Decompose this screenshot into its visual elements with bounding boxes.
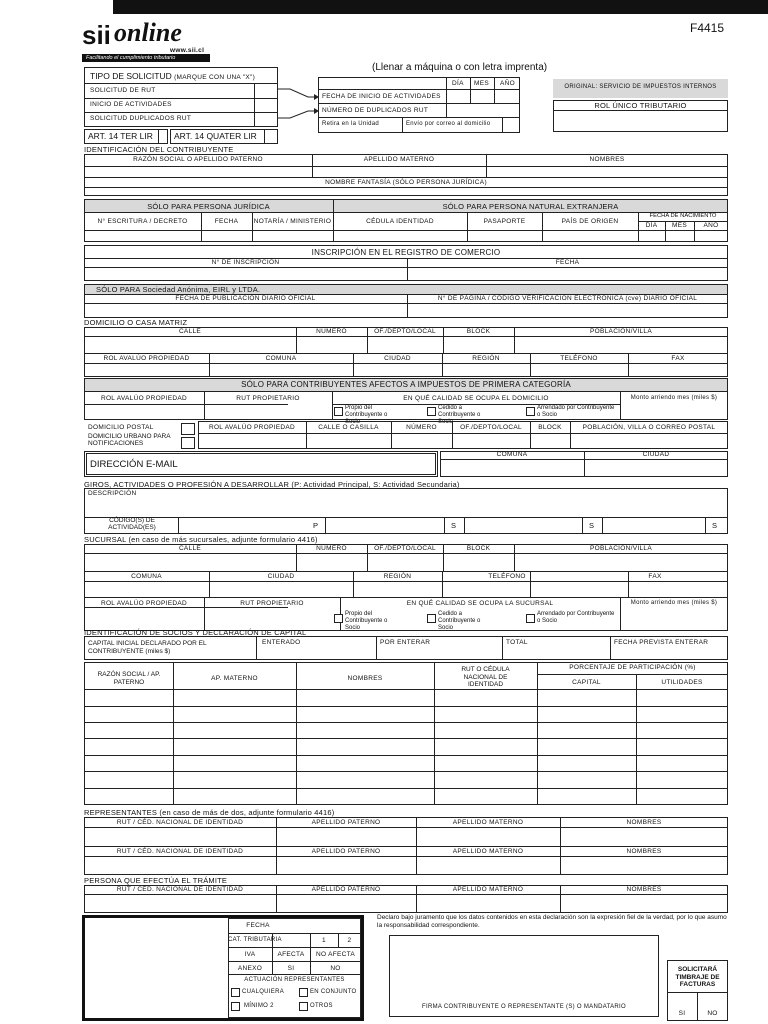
cualquiera-label: CUALQUIERA <box>242 989 285 995</box>
domicilio-urbano-label: DOMICILIO URBANO PARA NOTIFICACIONES <box>88 433 171 447</box>
section-persona-tramite: PERSONA QUE EFECTÚA EL TRÁMITE <box>84 876 228 885</box>
suc-ciudad-label: CIUDAD <box>267 573 295 580</box>
block-label: BLOCK <box>466 328 491 335</box>
option-solicitud-rut[interactable]: SOLICITUD DE RUT <box>90 87 156 94</box>
giros-table <box>84 488 728 534</box>
suc-depto-label: OF./DEPTO/LOCAL <box>374 545 436 552</box>
declaracion-text: Declaro bajo juramento que los datos contenidos en esta declaración son la expresión fiel de la verdad, por lo que asumo la responsabilidad correspondiente. <box>377 914 727 929</box>
telefono-label: TELÉFONO <box>560 355 598 362</box>
calle-label: CALLE <box>178 328 202 335</box>
pt-materno-label: APELLIDO MATERNO <box>452 886 524 893</box>
minimo-checkbox[interactable] <box>231 1002 240 1011</box>
sociedad-title: SÓLO PARA Sociedad Anónima, EIRL y LTDA. <box>96 285 261 294</box>
suc-monto-label: Monto arriendo mes (miles $) <box>630 600 718 606</box>
option-inicio-actividades[interactable]: INICIO DE ACTIVIDADES <box>90 101 172 108</box>
sii-logo: sii online www.sii.cl Facilitando el cumplimiento tributario <box>82 20 212 64</box>
inscripcion-label: N° DE INSCRIPCIÓN <box>211 259 280 266</box>
suc-region-label: REGIÓN <box>383 573 412 580</box>
depto-label: OF./DEPTO/LOCAL <box>374 328 436 335</box>
rep1-nombres-label: NOMBRES <box>626 819 662 826</box>
footer-fecha-label: FECHA <box>246 922 270 929</box>
enterado-label: ENTERADO <box>262 639 301 646</box>
suc-comuna-label: COMUNA <box>131 573 162 580</box>
rol-avaluo-label: ROL AVALÚO PROPIEDAD <box>103 355 190 362</box>
fecha-inicio-label: FECHA DE INICIO DE ACTIVIDADES <box>322 93 441 100</box>
cedido-checkbox[interactable] <box>427 407 436 416</box>
no-afecta-label: NO AFECTA <box>315 951 356 958</box>
rep2-materno-label: APELLIDO MATERNO <box>452 848 524 855</box>
iva-label: IVA <box>244 951 256 958</box>
suc-telefono-label: TELÉFONO <box>488 573 526 580</box>
poblacion-label: POBLACIÓN/VILLA <box>590 328 652 335</box>
postal-numero-label: NÚMERO <box>406 424 437 431</box>
arrendado-label: Arrendado por Contribuyente o Socio <box>537 405 615 418</box>
suc-rut-label: RUT PROPIETARIO <box>240 600 304 607</box>
ciudad-label: CIUDAD <box>384 355 411 362</box>
postal-checkbox[interactable] <box>181 423 195 435</box>
timbraje-si[interactable]: SI <box>678 1010 686 1017</box>
suc-arrendado-label: Arrendado por Contribuyente o Socio <box>537 611 615 624</box>
afecta-label: AFECTA <box>277 951 305 958</box>
descripcion-label: DESCRIPCIÓN <box>88 490 137 497</box>
codigo-actividad-label: CÓDIGO(S) DE ACTIVIDAD(ES) <box>108 517 156 531</box>
pais-origen-label: PAÍS DE ORIGEN <box>561 218 619 225</box>
conjunto-checkbox[interactable] <box>299 988 308 997</box>
solicitara-label: SOLICITARÁ TIMBRAJE DE FACTURAS <box>675 966 720 988</box>
socio-utilidades-label: UTILIDADES <box>661 679 703 686</box>
fecha-prevista-label: FECHA PREVISTA ENTERAR <box>614 639 709 646</box>
publicacion-label: FECHA DE PUBLICACIÓN DIARIO OFICIAL <box>175 295 316 302</box>
p-label: P <box>313 521 319 530</box>
conjunto-label: EN CONJUNTO <box>310 989 357 995</box>
registro-title: INSCRIPCIÓN EN EL REGISTRO DE COMERCIO <box>311 248 501 257</box>
arrendado-checkbox[interactable] <box>526 407 535 416</box>
rol-unico-label: ROL ÚNICO TRIBUTARIO <box>594 101 687 110</box>
postal-rol-label: ROL AVALÚO PROPIEDAD <box>208 424 296 431</box>
nac-mes-label: MES <box>672 222 687 229</box>
cualquiera-checkbox[interactable] <box>231 988 240 997</box>
email-label: DIRECCIÓN E-MAIL <box>90 459 178 470</box>
suc-calidad-label: EN QUÉ CALIDAD SE OCUPA LA SUCURSAL <box>406 600 554 607</box>
section-representantes: REPRESENTANTES (en caso de más de dos, adjunte formulario 4416) <box>84 808 335 817</box>
suc-calle-label: CALLE <box>178 545 202 552</box>
nombres-label: NOMBRES <box>589 156 625 163</box>
pt-rut-label: RUT / CÉD. NACIONAL DE IDENTIDAD <box>116 886 244 893</box>
notaria-label: NOTARÍA / MINISTERIO <box>253 218 332 225</box>
rep1-rut-label: RUT / CÉD. NACIONAL DE IDENTIDAD <box>116 819 244 826</box>
section-domicilio: DOMICILIO O CASA MATRIZ <box>84 318 188 327</box>
rep2-paterno-label: APELLIDO PATERNO <box>311 848 381 855</box>
otros-label: OTROS <box>310 1003 333 1009</box>
numero-duplicados-label: NÚMERO DE DUPLICADOS RUT <box>322 107 429 114</box>
top-bar <box>113 0 768 14</box>
anexo-si-label: SI <box>287 965 295 972</box>
anexo-no-label: NO <box>330 965 341 972</box>
nombre-fantasia-label: NOMBRE FANTASÍA (SÓLO PERSONA JURÍDICA) <box>325 179 487 186</box>
postal-block-label: BLOCK <box>538 424 562 431</box>
suc-arrendado-checkbox[interactable] <box>526 614 535 623</box>
actuacion-label: ACTUACIÓN REPRESENTANTES <box>244 977 345 983</box>
postal-poblacion-label: POBLACIÓN, VILLA O CORREO POSTAL <box>582 424 716 431</box>
instruction-text: (Llenar a máquina o con letra imprenta) <box>372 62 548 73</box>
envio-label: Envío por correo al domicilio <box>406 121 491 127</box>
cat-tributaria-label: CAT. TRIBUTARIA <box>228 937 282 943</box>
nac-dia-label: DÍA <box>645 222 658 229</box>
dia-label: DÍA <box>452 80 464 87</box>
region-label: REGIÓN <box>472 355 500 362</box>
escritura-label: N° ESCRITURA / DECRETO <box>97 218 188 225</box>
otros-checkbox[interactable] <box>299 1002 308 1011</box>
cedido-label: Cedido a Contribuyente o Socio <box>438 405 481 425</box>
capital-label: CAPITAL INICIAL DECLARADO POR EL CONTRIBUYENTE (miles $) <box>88 640 207 655</box>
pasaporte-label: PASAPORTE <box>483 218 526 225</box>
por-enterar-label: POR ENTERAR <box>380 639 431 646</box>
numero-label: NÚMERO <box>316 328 347 335</box>
arrow-connectors <box>278 84 320 124</box>
rep2-rut-label: RUT / CÉD. NACIONAL DE IDENTIDAD <box>116 848 244 855</box>
cat-1: 1 <box>322 937 326 944</box>
retira-label: Retira en la Unidad <box>322 121 380 127</box>
pc-rut-label: RUT PROPIETARIO <box>236 395 300 402</box>
anexo-label: ANEXO <box>237 965 263 972</box>
pagina-label: N° DE PÁGINA / CÓDIGO VERIFICACIÓN ELECTRÓNICA (cve) DIARIO OFICIAL <box>437 295 698 302</box>
suc-propio-checkbox[interactable] <box>334 614 343 623</box>
urbano-checkbox[interactable] <box>181 437 195 449</box>
juridica-title: SÓLO PARA PERSONA JURÍDICA <box>147 202 270 211</box>
comuna-label: COMUNA <box>265 355 297 362</box>
razon-social-label: RAZÓN SOCIAL O APELLIDO PATERNO <box>133 156 263 163</box>
suc-poblacion-label: POBLACIÓN/VILLA <box>590 545 652 552</box>
pc-rol-label: ROL AVALÚO PROPIEDAD <box>100 395 188 402</box>
minimo-label: MÍNIMO 2 <box>244 1003 274 1009</box>
total-label: TOTAL <box>506 639 528 646</box>
email-comuna-label: COMUNA <box>496 451 528 458</box>
rep1-materno-label: APELLIDO MATERNO <box>452 819 524 826</box>
pc-calidad-label: EN QUÉ CALIDAD SE OCUPA EL DOMICILIO <box>403 395 549 402</box>
cedula-label: CÉDULA IDENTIDAD <box>366 218 434 225</box>
pc-monto-label: Monto arriendo mes (miles $) <box>630 395 718 401</box>
juridica-fecha-label: FECHA <box>214 218 239 225</box>
timbraje-no[interactable]: NO <box>707 1010 718 1017</box>
suc-cedido-checkbox[interactable] <box>427 614 436 623</box>
mes-label: MES <box>474 80 489 87</box>
pt-paterno-label: APELLIDO PATERNO <box>311 886 381 893</box>
suc-propio-label: Propio del Contribuyente o Socio <box>345 611 388 631</box>
primera-categoria-title: SÓLO PARA CONTRIBUYENTES AFECTOS A IMPUESTOS DE PRIMERA CATEGORÍA <box>241 380 571 389</box>
s1-label: S <box>451 521 457 530</box>
extranjera-title: SÓLO PARA PERSONA NATURAL EXTRANJERA <box>442 202 619 211</box>
fax-label: FAX <box>671 355 685 362</box>
socio-capital-label: CAPITAL <box>572 679 601 686</box>
apellido-materno-label: APELLIDO MATERNO <box>363 156 435 163</box>
postal-casilla-label: CALLE O CASILLA <box>318 424 379 431</box>
rep1-paterno-label: APELLIDO PATERNO <box>311 819 381 826</box>
domicilio-postal-label: DOMICILIO POSTAL <box>88 424 154 431</box>
registro-fecha-label: FECHA <box>555 259 580 266</box>
socio-rut-label: RUT O CÉDULA NACIONAL DE IDENTIDAD <box>461 666 510 688</box>
cat-2: 2 <box>347 937 352 944</box>
suc-cedido-label: Cedido a Contribuyente o Socio <box>438 611 481 631</box>
socio-nombres-label: NOMBRES <box>347 675 383 682</box>
rep2-nombres-label: NOMBRES <box>626 848 662 855</box>
sucursal-table <box>84 544 728 631</box>
original-label: ORIGINAL: SERVICIO DE IMPUESTOS INTERNOS <box>564 84 717 90</box>
ano-label: AÑO <box>500 80 515 87</box>
postal-depto-label: OF./DEPTO/LOCAL <box>460 424 522 431</box>
fecha-nacimiento-label: FECHA DE NACIMIENTO <box>649 213 717 219</box>
propio-checkbox[interactable] <box>334 407 343 416</box>
email-ciudad-label: CIUDAD <box>642 451 670 458</box>
tipo-solicitud-title: TIPO DE SOLICITUD (MARQUE CON UNA "X") <box>90 71 256 81</box>
suc-block-label: BLOCK <box>466 545 491 552</box>
suc-numero-label: NÚMERO <box>316 545 347 552</box>
art-14-quater-label: ART. 14 QUATER LIR <box>174 131 257 141</box>
art-14-ter-label: ART. 14 TER LIR <box>88 131 153 141</box>
nac-ano-label: AÑO <box>703 222 719 229</box>
section-giros: GIROS, ACTIVIDADES O PROFESIÓN A DESARROLLAR (P: Actividad Principal, S: Actividad Secundaria) <box>84 480 460 489</box>
suc-rol-label: ROL AVALÚO PROPIEDAD <box>100 600 188 607</box>
firma-label: FIRMA CONTRIBUYENTE O REPRESENTANTE (S) O MANDATARIO <box>422 1004 626 1010</box>
option-duplicados-rut[interactable]: SOLICITUD DUPLICADOS RUT <box>90 115 192 122</box>
propio-label: Propio del Contribuyente o Socio <box>345 405 388 425</box>
s3-label: S <box>712 521 718 530</box>
section-sucursal: SUCURSAL (en caso de más sucursales, adjunte formulario 4416) <box>84 535 318 544</box>
s2-label: S <box>589 521 595 530</box>
socio-razon-label: RAZÓN SOCIAL / AP. PATERNO <box>97 671 161 686</box>
form-code: F4415 <box>690 21 725 35</box>
pt-nombres-label: NOMBRES <box>626 886 662 893</box>
porcentaje-label: PORCENTAJE DE PARTICIPACIÓN (%) <box>569 664 696 671</box>
section-identificacion: IDENTIFICACIÓN DEL CONTRIBUYENTE <box>84 145 234 154</box>
section-socios: IDENTIFICACIÓN DE SOCIOS Y DECLARACIÓN DE CAPITAL <box>84 628 307 637</box>
suc-fax-label: FAX <box>648 573 662 580</box>
socio-materno-label: AP. MATERNO <box>211 675 258 682</box>
